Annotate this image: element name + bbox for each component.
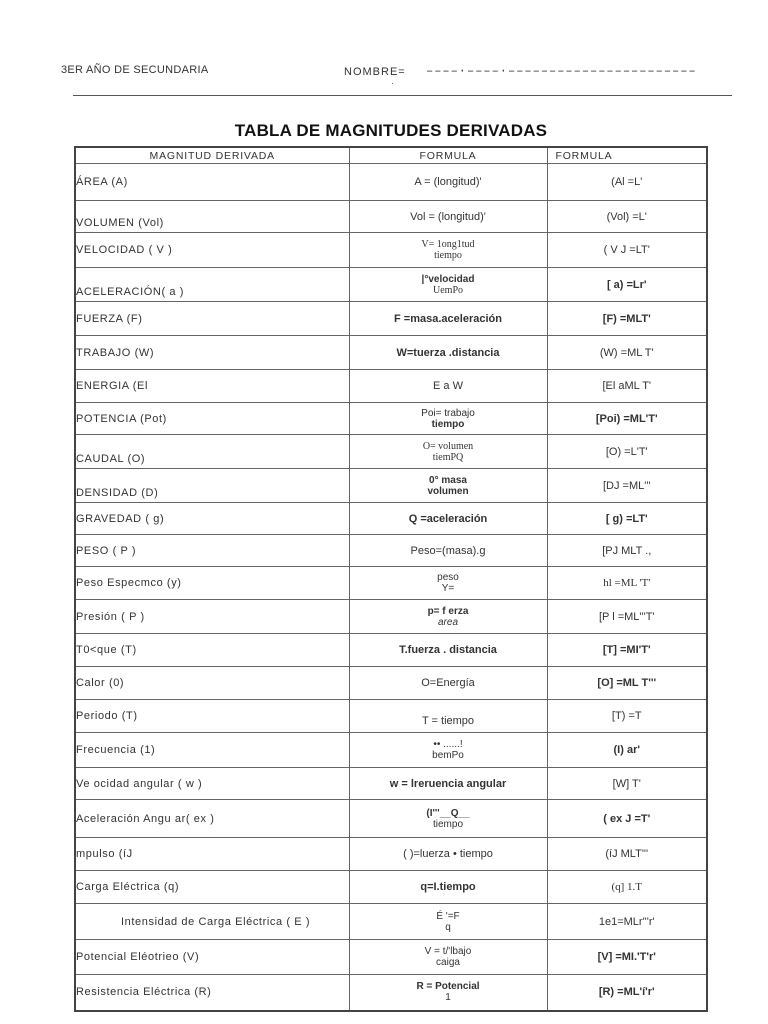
formula-denominator: tiempo xyxy=(432,818,463,830)
formula-numerator: |°velocidad xyxy=(421,273,475,285)
table-row xyxy=(75,567,707,600)
unit-cell: (Al =L' xyxy=(547,164,707,201)
formula-cell: w = lreruencia angular xyxy=(349,768,547,800)
formula-cell xyxy=(349,733,547,768)
table-row xyxy=(75,469,707,503)
magnitude-name: FUERZA (F) xyxy=(75,302,349,336)
name-dot: · xyxy=(391,78,394,88)
table-row xyxy=(75,975,707,1011)
formula-cell xyxy=(349,904,547,940)
magnitude-name: mpulso (íJ xyxy=(75,838,349,871)
magnitude-name: Frecuencia (1) xyxy=(75,733,349,768)
formula-cell: E a W xyxy=(349,370,547,403)
formula-cell: T.fuerza . distancia xyxy=(349,634,547,667)
formula-cell: T = tiempo xyxy=(349,700,547,733)
unit-cell: 1e1=MLr'''r' xyxy=(547,904,707,940)
formula-cell xyxy=(349,940,547,975)
formula-numerator: Poi= trabajo xyxy=(421,407,475,419)
formula-cell: q=I.tiempo xyxy=(349,871,547,904)
unit-cell: [P l =ML'''T' xyxy=(547,600,707,634)
magnitude-name: POTENCIA (Pot) xyxy=(75,403,349,435)
magnitude-name: VOLUMEN (Vol) xyxy=(75,201,349,233)
formula-numerator: V = t/'lbajo xyxy=(424,946,472,957)
unit-cell: [ g) =LT' xyxy=(547,503,707,535)
table-header-row xyxy=(75,147,707,164)
table-row xyxy=(75,164,707,201)
formula-denominator: bemPo xyxy=(432,750,464,761)
formula-denominator: UemPo xyxy=(433,284,463,296)
formula-numerator: 0° masa xyxy=(429,474,467,486)
table-row xyxy=(75,370,707,403)
unit-cell: [PJ MLT ., xyxy=(547,535,707,567)
table-row xyxy=(75,634,707,667)
table-row xyxy=(75,201,707,233)
unit-cell: (q] 1.T xyxy=(547,871,707,904)
table-row xyxy=(75,700,707,733)
magnitude-name: CAUDAL (O) xyxy=(75,435,349,469)
column-header-magnitude: MAGNITUD DERIVADA xyxy=(75,147,349,164)
grade-label: 3ER AÑO DE SECUNDARIA xyxy=(61,64,209,76)
table-row xyxy=(75,503,707,535)
unit-cell: ( ex J =T' xyxy=(547,800,707,838)
unit-cell: [El aML T' xyxy=(547,370,707,403)
table-row xyxy=(75,904,707,940)
magnitude-name: Calor (0) xyxy=(75,667,349,700)
magnitude-name: ÁREA (A) xyxy=(75,164,349,201)
formula-cell xyxy=(349,975,547,1011)
formula-denominator: area xyxy=(437,616,458,628)
table-row xyxy=(75,940,707,975)
table-row xyxy=(75,768,707,800)
formula-denominator: caiga xyxy=(436,957,460,968)
formula-cell xyxy=(349,435,547,469)
magnitude-name: Periodo (T) xyxy=(75,700,349,733)
table-row xyxy=(75,667,707,700)
table-row xyxy=(75,871,707,904)
formula-denominator: 1 xyxy=(445,992,451,1004)
table-row xyxy=(75,435,707,469)
formula-denominator: tiemPQ xyxy=(432,451,464,463)
column-header-formula: FORMULA xyxy=(349,147,547,164)
unit-cell: [F) =MLT' xyxy=(547,302,707,336)
formula-cell xyxy=(349,403,547,435)
unit-cell: [ a) =Lr' xyxy=(547,268,707,302)
formula-numerator: peso xyxy=(437,572,459,583)
formula-cell: F =masa.aceleración xyxy=(349,302,547,336)
formula-denominator: volumen xyxy=(427,485,469,497)
unit-cell: [O) =L'T' xyxy=(547,435,707,469)
magnitude-name: DENSIDAD (D) xyxy=(75,469,349,503)
column-header-unit-formula: FORMULA xyxy=(547,147,707,164)
magnitude-name: Intensidad de Carga Eléctrica ( E ) xyxy=(75,904,349,940)
formula-denominator: Y= xyxy=(441,583,455,594)
formula-cell xyxy=(349,567,547,600)
magnitude-name: TRABAJO (W) xyxy=(75,336,349,370)
formula-cell: Q =aceleración xyxy=(349,503,547,535)
magnitude-name: Resistencia Eléctrica (R) xyxy=(75,975,349,1011)
magnitude-name: PESO ( P ) xyxy=(75,535,349,567)
magnitude-name: Potencial Eléotrieo (V) xyxy=(75,940,349,975)
table-row xyxy=(75,268,707,302)
table-row xyxy=(75,800,707,838)
magnitude-name: ACELERACIÓN( a ) xyxy=(75,268,349,302)
formula-cell xyxy=(349,469,547,503)
formula-numerator: •• ......! xyxy=(433,739,463,750)
magnitude-name: Peso Especmco (y) xyxy=(75,567,349,600)
table-row xyxy=(75,733,707,768)
formula-numerator: É '=F xyxy=(436,910,460,922)
formula-denominator: tiempo xyxy=(431,418,465,430)
table-row xyxy=(75,336,707,370)
formula-numerator: p= f erza xyxy=(427,605,469,617)
magnitude-name: VELOCIDAD ( V ) xyxy=(75,233,349,268)
table-row xyxy=(75,535,707,567)
unit-cell: [Poi) =ML'T' xyxy=(547,403,707,435)
name-label: NOMBRE= xyxy=(344,66,406,78)
unit-cell: [V] =MI.'T'r' xyxy=(547,940,707,975)
unit-cell: [R) =ML'í'r' xyxy=(547,975,707,1011)
unit-cell: [W] T' xyxy=(547,768,707,800)
formula-denominator: q xyxy=(445,921,451,933)
magnitude-name: Aceleración Angu ar( ex ) xyxy=(75,800,349,838)
magnitude-name: Carga Eléctrica (q) xyxy=(75,871,349,904)
formula-numerator: V= 1ong1tud xyxy=(421,239,475,250)
unit-cell: (I) ar' xyxy=(547,733,707,768)
unit-cell: (W) =ML T' xyxy=(547,336,707,370)
unit-cell: hl =ML 'T' xyxy=(547,567,707,600)
name-blank-line: ––––·––––·––––––––––––––––––––––– xyxy=(426,64,697,78)
unit-cell: (íJ MLT''' xyxy=(547,838,707,871)
formula-cell: Vol = (longitud)' xyxy=(349,201,547,233)
unit-cell: ( V J =LT' xyxy=(547,233,707,268)
formula-cell xyxy=(349,268,547,302)
formula-numerator: R = Potencial xyxy=(416,981,480,993)
formula-cell: W=tuerza .distancia xyxy=(349,336,547,370)
header-rule xyxy=(73,95,732,96)
unit-cell: [DJ =ML''' xyxy=(547,469,707,503)
formula-cell: Peso=(masa).g xyxy=(349,535,547,567)
formula-numerator: (I'''__Q__ xyxy=(426,807,470,819)
magnitude-name: ENERGIA (El xyxy=(75,370,349,403)
formula-cell: A = (longitud)' xyxy=(349,164,547,201)
formula-numerator: O= volumen xyxy=(422,440,474,452)
page-title: TABLA DE MAGNITUDES DERIVADAS xyxy=(234,121,548,140)
formula-cell: O=Energía xyxy=(349,667,547,700)
formula-cell xyxy=(349,800,547,838)
unit-cell: [T] =MI'T' xyxy=(547,634,707,667)
magnitude-name: Presión ( P ) xyxy=(75,600,349,634)
magnitude-name: T0<que (T) xyxy=(75,634,349,667)
table-row xyxy=(75,302,707,336)
unit-cell: [O] =ML T''' xyxy=(547,667,707,700)
formula-denominator: tiempo xyxy=(434,250,462,261)
table-row xyxy=(75,600,707,634)
table-row xyxy=(75,403,707,435)
table-row xyxy=(75,233,707,268)
magnitude-name: GRAVEDAD ( g) xyxy=(75,503,349,535)
formula-cell xyxy=(349,233,547,268)
unit-cell: [T) =T xyxy=(547,700,707,733)
table-row xyxy=(75,838,707,871)
formula-cell xyxy=(349,600,547,634)
magnitude-name: Ve ocidad angular ( w ) xyxy=(75,768,349,800)
formula-cell: ( )=luerza • tiempo xyxy=(349,838,547,871)
magnitudes-table xyxy=(74,146,708,1012)
unit-cell: (Vol) =L' xyxy=(547,201,707,233)
